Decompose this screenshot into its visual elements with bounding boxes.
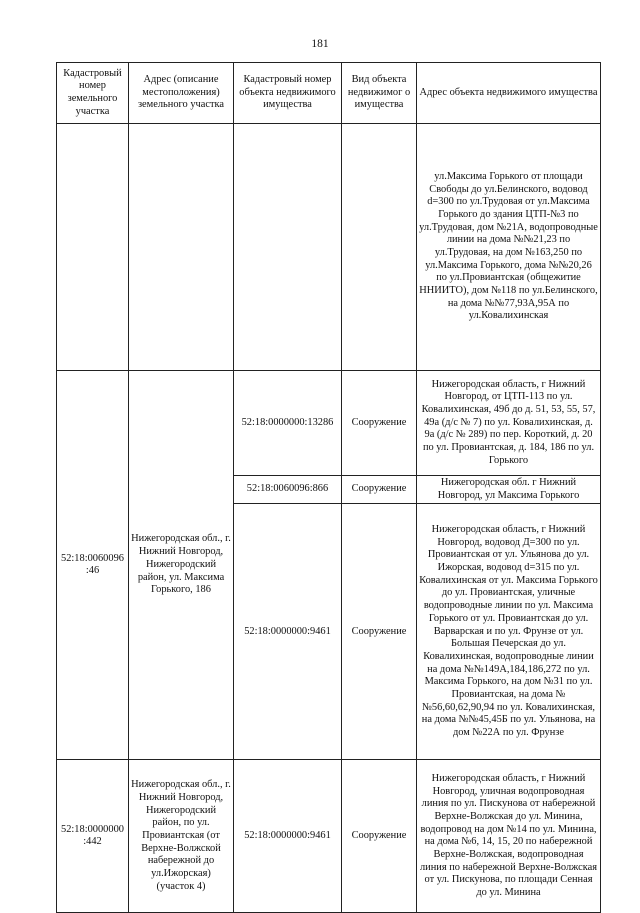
header-land-cadastral-number: Кадастровый номер земельного участка	[57, 63, 129, 124]
object-address-cell: Нижегородская обл. г Нижний Новгород, ул Максима Горького	[417, 476, 601, 504]
object-type-cell: Сооружение	[342, 504, 417, 760]
land-number-cell	[57, 124, 129, 371]
header-object-type: Вид объекта недвижимог о имущества	[342, 63, 417, 124]
table-header-row	[57, 63, 601, 124]
object-number-cell	[234, 124, 342, 371]
land-address-cell	[129, 124, 234, 371]
table-row	[57, 760, 601, 913]
object-number-cell: 52:18:0000000:9461	[234, 504, 342, 760]
object-type-cell: Сооружение	[342, 760, 417, 913]
land-address-cell: Нижегородская обл., г. Нижний Новгород, Нижегородский район, ул. Максима Горького, 186	[129, 371, 234, 760]
object-type-cell: Сооружение	[342, 371, 417, 476]
land-address-cell: Нижегородская обл., г. Нижний Новгород, Нижегородский район, по ул. Провиантская (от Верхне-Волжской набережной до ул.Ижорская) (участок 4)	[129, 760, 234, 913]
object-address-cell: Нижегородская область, г Нижний Новгород, водовод Д=300 по ул. Провиантская от ул. Ульянова до ул. Ижорская, водовод d=315 по ул. Ковалихинская от ул. Максима Горького до ул. Провиантская, уличные водопроводные линии по ул. Максима Горького от ул. Провиантская до ул. Варварская и по ул. Фрунзе от ул. Большая Печерская до ул. Ковалихинская, водопроводные линии на дома №№149А,184,186,272 по ул. Максима Горького, на дом №31 по ул. Провиантская, на дома №№56,60,62,90,94 по ул. Ковалихинская, на дома №№45,45Б по ул. Ульянова, на дом №22А по ул. Фрунзе	[417, 504, 601, 760]
object-number-cell: 52:18:0000000:13286	[234, 371, 342, 476]
object-number-cell: 52:18:0060096:866	[234, 476, 342, 504]
land-number-cell: 52:18:0000000 :442	[57, 760, 129, 913]
header-land-address: Адрес (описание местоположения) земельного участка	[129, 63, 234, 124]
object-type-cell: Сооружение	[342, 476, 417, 504]
header-object-address: Адрес объекта недвижимого имущества	[417, 63, 601, 124]
object-type-cell	[342, 124, 417, 371]
cadastral-table	[56, 62, 601, 913]
land-number-cell: 52:18:0060096 :46	[57, 371, 129, 760]
object-address-cell: Нижегородская область, г Нижний Новгород, уличная водопроводная линия по ул. Пискунова от набережной Верхне-Волжская до ул. Минина, водопровод на дом №14 по ул. Минина, на дома №6, 14, 15, 20 по набережной Верхне-Волжская, водопроводная линия по набережной Верхне-Волжская от ул. Пискунова, по площади Сенная до ул. Минина	[417, 760, 601, 913]
table-row	[57, 124, 601, 371]
object-number-cell: 52:18:0000000:9461	[234, 760, 342, 913]
object-address-cell: ул.Максима Горького от площади Свободы до ул.Белинского, водовод d=300 по ул.Трудовая от ул.Максима Горького до здания ЦТП-№3 по ул.Трудовая, дом №21А, водопроводные линии на дома №№21,23 по ул.Трудовая, на дом №163,250 по ул.Максима Горького, дома №№20,26 по ул.Провиантская (общежитие ННИИТО), дом №118 по ул.Белинского, на дома №№77,93А,95А по ул.Ковалихинская	[417, 124, 601, 371]
table-row	[57, 371, 601, 476]
object-address-cell: Нижегородская область, г Нижний Новгород, от ЦТП-113 по ул. Ковалихинская, 49б до д. 51, 53, 55, 57, 49а (д/с № 7) по ул. Ковалихинская, д. 9а (д/с № 289) по пер. Короткий, д. 20 по ул. Провиантская, д. 184, 186 по ул. Горького	[417, 371, 601, 476]
header-object-cadastral-number: Кадастровый номер объекта недвижимого имущества	[234, 63, 342, 124]
page-number: 181	[311, 38, 329, 50]
